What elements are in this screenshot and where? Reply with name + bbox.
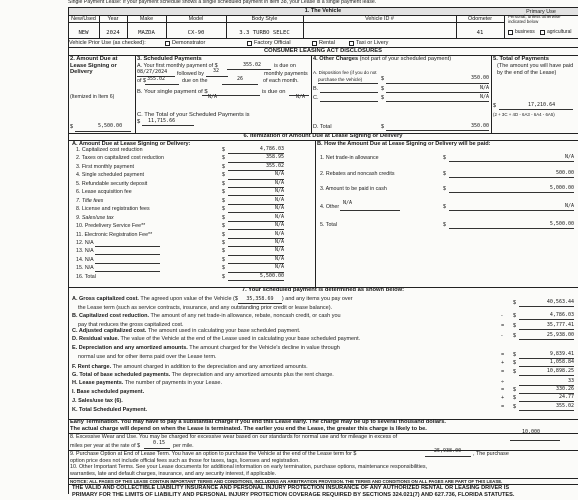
dollar-sign: $ bbox=[443, 186, 446, 192]
row-k-line bbox=[72, 407, 147, 413]
sp-a-text7: of each month. bbox=[263, 78, 299, 84]
operator-sign: = bbox=[501, 387, 505, 393]
payment-method-label: 1. Net trade-in allowance bbox=[320, 155, 379, 161]
payment-determination-title: 7. Your scheduled payment is determined as shown below: bbox=[241, 287, 405, 293]
row-h-value: 33 bbox=[567, 378, 574, 384]
blank-line bbox=[95, 263, 160, 264]
row-h-text: H. Lease payments. bbox=[72, 380, 124, 386]
lease-document: Single Payment Lease: If your payment schedule shows a single scheduled payment in item 38, your Lease is a single payment lease. 1. The Vehicle Personal, unless otherwise indicated below business agricultural Vehicle Prior Use (as checked): CONSUMER LEASING ACT DISCLOSURES 2. Amount Due at Lease Signing or Delivery (Itemized in Item 6) $ 5,500.00 3. Scheduled Payments A. Your first monthly payment of $ 355.02 is due on 08/27/2024 followed by 32 monthly payments of $ 355.02 due on the 26 of each month. B. Your single payment of $ N/A is due on N/A C. The Total of your Scheduled Payments is $ 11,715.66 4. Other Charges (not part of your scheduled payment) A. Disposition fee (if you do not purchase the Vehicle) $ 350.00 B. $ N/A C. $ N/A D. Total $ 350.00 5. Total of Payments (The amount you will have paid by the end of the Lease) $ 17,210.64 (2 + 3C + 4D - 6A3 - 6A4 - 6A5) 6. Itemization of Amount Due at Lease Signing or Delivery A. Amount Due at Lease Signing or Delivery: B. How the Amount Due at Lease Signing or Delivery will be paid: 7. Your scheduled payment is determined as shown below: Early Termination. You may have to pay a substantial charge if you end this Lease early. The charge may be up to several thousand dollars. The actual charge will depend on when the Lease is terminated. The earlier you end the Lease, the greater this charge is likely to be. 8. Excessive Wear and Use. You may be charged for excessive wear based on our standards for normal use and for mileage in excess of 10,000 miles per year at the rate of $ 0.15 per mile. 9. Purchase Option at End of Lease Term. You have an option to purchase the Vehicle at the end of the Lease term for $ 25,938.00 , The purchase option price does not include official fees such as those for taxes, tags, licenses and registration. 10. Other Important Terms. See your Lease documents for additional information on early termination, purchase options, maintenance responsibilities, warranties, late and default charges, insurance, and any security interest, if applicable. NOTICE: ALL PAGES OF THIS LEASE CONTAIN IMPORTANT TERMS AND CONDITIONS, INCLUDING AN ARBITRATION PROVISION. THE TERMS AND CONDITIONS ON ALL PAGES ARE PART OF THIS LEASE. THE VALID AND COLLECTIBLE LIABILITY INSURANCE AND PERSONAL INJURY PROTECTION INSURANCE OF ANY AUTHORIZED RENTAL OR LEASING DRIVER IS PRIMARY FOR THE LIMITS OF LIABILITY AND PERSONAL INJURY PROTECTION COVERAGE REQUIRED BY SECTIONS 324.021(7) AND 627.736, FLORIDA STATUTES. New/Used NEW Year 2024 Make MAZDA Model CX-90 Body Style 3.3 TURBO SELEC Vehicle ID # Odometer 41 Primary Use Demonstrator Factory Official Rental Taxi or Livery 1. Capitalized cost reduction $ 4,786.03 2. Taxes on capitalized cost reduction $ 358.95 3. First monthly payment $ 355.02 4. Single scheduled payment $ N/A 5. Refundable security deposit $ N/A 6. Lease acquisition fee $ N/A 7. Title fees $ N/A 8. License and registration fees $ N/A 9. Sales/use tax $ N/A 10. Predelivery Service Fee** $ N/A 11. Electronic Registration Fee** $ N/A 12. N/A $ N/A 13. N/A $ N/A 14. N/A $ N/A 15. N/A $ N/A 16. Total $ 5,500.00 1. Net trade-in allowance $ N/A 2. Rebates and noncash credits $ 500.00 3. Amount to be paid in cash $ 5,000.00 4. Other N/A $ N/A 5. Total $ 5,500.00 A. Gross capitalized cost. The agreed upon value of the Vehicle ($ 35,358.69 ) and any items you pay over the Lease term (such as service contracts, insurance, and any outstanding prior credit or lease balance). $ 40,563.44 B. Capitalized cost reduction. The amount of any net trade-in allowance, rebate, noncash credit, or cash you pay that reduces the gross capitalized cost. - $ 4,786.03 C. Adjusted capitalized cost. The amount used in calculating your base scheduled payment. = $ 35,777.41 D. Residual value. The value of the Vehicle at the end of the Lease used in calculating your base scheduled payment. - $ 25,938.00 E. Depreciation and any amortized amounts. The amount charged for the Vehicle's decline in value through normal use and for other items paid over the Lease term. = $ 9,839.41 F. Rent charge. The amount charged in addition to the depreciation and any amortized amounts. + $ 1,058.84 G. Total of base scheduled payments. The depreciation and any amortized amounts plus the rent charge. = $ 10,898.25 H. Lease payments. The number of payments in your Lease. ÷ 33 I. Base scheduled payment. = $ 330.26 J. Sales/use tax (6). + $ 24.77 K. Total Scheduled Payment. = $ 355.02 bbox=[0, 0, 578, 500]
other-total-label: D. Total bbox=[313, 124, 332, 130]
other-c-label: C. bbox=[313, 95, 319, 101]
value-underline bbox=[449, 210, 574, 211]
operator-sign: + bbox=[501, 360, 505, 366]
operator-sign: + bbox=[501, 395, 505, 401]
payment-method-title: B. How the Amount Due at Lease Signing or Delivery will be paid: bbox=[317, 140, 491, 147]
amount-due-item-value: N/A bbox=[274, 230, 284, 237]
value-underline bbox=[228, 280, 284, 281]
row-h-text: The number of payments in your Lease. bbox=[124, 380, 223, 386]
payment-method-value: N/A bbox=[564, 154, 574, 160]
amount-due-item-label: 1. Capitalized cost reduction bbox=[76, 147, 143, 153]
factory-official-label: Factory Official bbox=[254, 40, 291, 46]
amount-due-item-value: N/A bbox=[274, 222, 284, 229]
first-payment-value: 355.02 bbox=[243, 61, 262, 68]
row-b-text: pay that reduces the gross capitalized cost. bbox=[78, 321, 184, 328]
operator-sign: = bbox=[501, 404, 505, 410]
amount-due-item-label: 7. Title fees bbox=[76, 197, 104, 204]
amount-due-item-label: 12. N/A bbox=[76, 239, 94, 246]
agreed-vehicle-value: 35,358.69 bbox=[238, 297, 282, 304]
agricultural-label: agricultural bbox=[547, 29, 572, 35]
dollar-sign: $ bbox=[443, 204, 446, 210]
year-header: Year bbox=[107, 15, 119, 22]
model-header: Model bbox=[188, 15, 204, 22]
payment-method-label: 2. Rebates and noncash credits bbox=[320, 171, 395, 177]
make-value: MAZDA bbox=[138, 30, 155, 36]
amount-due-item-value: N/A bbox=[274, 188, 284, 195]
other-b-label: B. bbox=[313, 86, 319, 92]
single-payment-value: N/A bbox=[208, 94, 218, 100]
dollar-sign: $ bbox=[222, 239, 225, 246]
value-underline bbox=[449, 177, 574, 178]
blank-line bbox=[95, 271, 160, 272]
row-d-text: D. Residual value. bbox=[72, 336, 120, 342]
col-divider bbox=[166, 15, 167, 39]
row-b-line bbox=[72, 313, 341, 319]
make-header: Make bbox=[139, 15, 154, 22]
amount-due-item-value: N/A bbox=[274, 179, 284, 186]
demonstrator-checkbox[interactable] bbox=[165, 41, 170, 46]
sp-a-text3: followed by bbox=[177, 70, 204, 77]
col-divider bbox=[226, 15, 227, 39]
other-charges-heading: 4. Other Charges bbox=[313, 56, 359, 62]
itemization-title: 6. Itemization of Amount Due at Lease Signing or Delivery bbox=[243, 133, 403, 139]
amount-due-item-label: 14. N/A bbox=[76, 256, 94, 263]
business-checkbox[interactable] bbox=[508, 30, 513, 35]
rental-label: Rental bbox=[319, 40, 335, 46]
purchase-option-line1: 9. Purchase Option at End of Lease Term. You have an option to purchase the Vehicle at the end of the Lease term for $ bbox=[70, 450, 357, 457]
operator-sign: = bbox=[501, 369, 505, 375]
row-d-text: The value of the Vehicle at the end of the Lease used in calculating your base scheduled payment. bbox=[120, 336, 361, 342]
primary-use-note-line2: indicated below bbox=[508, 18, 539, 24]
amount-due-item-value: N/A bbox=[274, 247, 284, 254]
amount-due-item-label: 13. N/A bbox=[76, 248, 94, 255]
body-style-header: Body Style bbox=[251, 15, 278, 22]
dollar-sign: $ bbox=[513, 395, 517, 401]
col-divider bbox=[504, 15, 505, 39]
row-a-line bbox=[72, 296, 353, 304]
row-a-value: 40,563.44 bbox=[546, 299, 574, 305]
operator-sign: - bbox=[501, 313, 503, 319]
amount-due-item-value: 4,786.03 bbox=[259, 146, 284, 152]
row-g-value: 10,898.25 bbox=[546, 368, 574, 374]
sp-a-text1: A. Your first monthly payment of $ bbox=[137, 63, 218, 69]
total-of-payments-sub: (The amount you will have paid by the end of the Lease) bbox=[497, 63, 574, 76]
sp-a-text4: monthly payments bbox=[264, 70, 308, 77]
dollar-sign: $ bbox=[222, 147, 225, 153]
row-a-line bbox=[78, 305, 332, 311]
primary-use-note bbox=[508, 15, 560, 25]
row-a-text: the Lease term (such as service contracts, insurance, and any outstanding prior credit or lease balance). bbox=[78, 304, 333, 311]
row-g-text: The depreciation and any amortized amounts plus the rent charge. bbox=[171, 372, 334, 378]
amount-due-item-label: 3. First monthly payment bbox=[76, 163, 134, 170]
excess-wear-line1: 8. Excessive Wear and Use. You may be charged for excessive wear based on our standards for normal use and for mileage in excess of bbox=[70, 434, 398, 440]
early-termination-line1: Early Termination. You may have to pay a substantial charge if you end this Lease early. The charge may be up to several thousand dollars. bbox=[70, 419, 447, 425]
dollar-sign: $ bbox=[513, 387, 517, 393]
amount-due-item-label: 2. Taxes on capitalized cost reduction bbox=[76, 155, 164, 162]
value-underline bbox=[449, 161, 574, 162]
purchase-option-line2: option price does not include official fees such as those for taxes, tags, licenses and registration. bbox=[70, 457, 300, 464]
primary-use-header: Primary Use bbox=[526, 8, 556, 15]
row-d-value: 25,938.00 bbox=[546, 332, 574, 338]
payment-count: 32 bbox=[213, 68, 220, 74]
row-g-text: G. Total of base scheduled payments. bbox=[72, 372, 171, 378]
total-of-payments-value: 17,210.64 bbox=[528, 102, 556, 108]
other-charges-title bbox=[313, 56, 451, 62]
dollar-sign: $ bbox=[513, 333, 517, 339]
dollar-sign: $ bbox=[443, 222, 446, 228]
other-terms-line1: 10. Other Important Terms. See your Lease documents for additional information on early termination, purchase options, maintenance responsibilities, bbox=[70, 464, 428, 470]
row-g-line bbox=[72, 372, 334, 378]
value-underline bbox=[449, 228, 574, 229]
amount-due-item-label: 5. Refundable security deposit bbox=[76, 180, 148, 187]
row-a-text: ) and any items you pay over bbox=[281, 296, 353, 302]
dollar-sign: $ bbox=[513, 404, 517, 410]
amount-due-item-label: 15. N/A bbox=[76, 265, 94, 272]
scheduled-payments-title: 3. Scheduled Payments bbox=[137, 56, 202, 62]
sp-a-text6: due on the bbox=[182, 78, 208, 84]
row-i-value: 330.26 bbox=[555, 386, 574, 392]
row-e-text: normal use and for other items paid over the Lease term. bbox=[78, 353, 217, 360]
sp-b-text1: B. Your single payment of $ bbox=[137, 89, 208, 95]
payment-method-label: 4. Other bbox=[320, 204, 340, 210]
other-description: N/A bbox=[343, 200, 353, 206]
business-label: business bbox=[515, 29, 535, 35]
col-divider bbox=[99, 15, 100, 39]
row-b-value: 4,786.03 bbox=[549, 312, 574, 318]
disposition-fee-value: 350.00 bbox=[470, 75, 489, 81]
row-b-text: The amount of any net trade-in allowance, rebate, noncash credit, or cash you bbox=[150, 313, 341, 319]
blank-line bbox=[95, 254, 160, 255]
dollar-sign: $ bbox=[222, 231, 225, 238]
amount-due-note: (Itemized in Item 6) bbox=[70, 94, 115, 100]
amount-due-title: 2. Amount Due at Lease Signing or Delivery bbox=[70, 56, 118, 76]
rental-checkbox[interactable] bbox=[312, 41, 317, 46]
row-a-text: The agreed upon value of the Vehicle ($ bbox=[140, 296, 238, 302]
row-c-text: C. Adjusted capitalized cost. bbox=[72, 328, 147, 334]
blank-line bbox=[340, 210, 400, 211]
dollar-sign: $ bbox=[513, 360, 517, 366]
vehicle-section-title: 1. The Vehicle bbox=[68, 8, 578, 15]
dollar-sign: $ bbox=[222, 206, 225, 213]
operator-sign: = bbox=[501, 352, 505, 358]
agricultural-checkbox[interactable] bbox=[540, 30, 545, 35]
amount-due-item-value: N/A bbox=[274, 264, 284, 271]
dollar-sign: $ bbox=[222, 265, 225, 272]
model-value: CX-90 bbox=[187, 30, 205, 36]
single-payment-note: Single Payment Lease: If your payment schedule shows a single scheduled payment in item 38, your Lease is a single payment lease. bbox=[68, 0, 377, 5]
row-j-text: J. Sales/use tax (6). bbox=[72, 398, 123, 404]
col-divider bbox=[303, 15, 304, 39]
row-i-text: I. Base scheduled payment. bbox=[72, 389, 145, 395]
amount-due-item-value: N/A bbox=[274, 255, 284, 262]
amount-due-item-label: 8. License and registration fees bbox=[76, 206, 150, 213]
row-k-value: 355.02 bbox=[555, 403, 574, 409]
row-k-text: K. Total Scheduled Payment. bbox=[72, 407, 148, 413]
amount-due-itemized-title: A. Amount Due at Lease Signing or Delivery: bbox=[72, 140, 191, 147]
excess-miles-value: 10,000 bbox=[522, 429, 541, 435]
dollar-sign: $ bbox=[513, 352, 517, 358]
payment-method-value: N/A bbox=[564, 203, 574, 209]
factory-official-checkbox[interactable] bbox=[247, 41, 252, 46]
value-underline bbox=[519, 339, 574, 340]
amount-due-value: 5,500.00 bbox=[98, 123, 123, 129]
row-h-line bbox=[72, 380, 222, 386]
operator-sign: ÷ bbox=[501, 379, 505, 385]
amount-due-item-value: N/A bbox=[274, 196, 284, 203]
payment-day: 26 bbox=[237, 76, 244, 82]
excess-wear-line2a: miles per year at the rate of $ bbox=[70, 443, 141, 449]
row-e-value: 9,839.41 bbox=[549, 351, 574, 357]
sp-b-text2: is due on bbox=[262, 89, 286, 95]
dollar-sign: $ bbox=[222, 248, 225, 255]
total-of-payments-title: 5. Total of Payments bbox=[493, 56, 549, 62]
row-c-value: 35,777.41 bbox=[546, 322, 574, 328]
other-b-value: N/A bbox=[479, 85, 489, 91]
col-divider bbox=[456, 15, 457, 39]
dollar-sign: $ bbox=[513, 300, 517, 306]
dollar-sign: $ bbox=[222, 172, 225, 179]
purchase-option-price: 25,938.00 bbox=[434, 448, 462, 454]
primary-use-note-line1: Personal, unless otherwise bbox=[508, 14, 561, 19]
dollar-sign: $ bbox=[443, 171, 446, 177]
amount-due-item-label: 16. Total bbox=[76, 273, 96, 280]
amount-due-item-label: 6. Lease acquisition fee bbox=[76, 189, 132, 196]
payment-method-label: 3. Amount to be paid in cash bbox=[320, 186, 387, 192]
row-j-line bbox=[72, 398, 123, 404]
dollar-sign: $ bbox=[513, 369, 517, 375]
row-c-line bbox=[72, 328, 300, 334]
first-payment-date: 08/27/2024 bbox=[137, 69, 168, 75]
new-used-value: NEW bbox=[78, 30, 89, 36]
sp-c-text: C. The Total of your Scheduled Payments is bbox=[137, 112, 250, 118]
row-d-line bbox=[72, 336, 360, 342]
value-underline bbox=[449, 192, 574, 193]
taxi-livery-label: Taxi or Livery bbox=[356, 40, 389, 46]
other-total-value: 350.00 bbox=[470, 123, 489, 129]
sp-a-text5: of $ bbox=[137, 78, 146, 84]
dollar-sign: $ bbox=[443, 155, 446, 161]
row-i-line bbox=[72, 389, 144, 395]
insurance-footer-line1: THE VALID AND COLLECTIBLE LIABILITY INSURANCE AND PERSONAL INJURY PROTECTION INSURANCE OF ANY AUTHORIZED RENTAL OR LEASING DRIVER IS bbox=[72, 485, 510, 491]
dollar-sign: $ bbox=[222, 256, 225, 263]
row-c-text: The amount used in calculating your base scheduled payment. bbox=[147, 328, 301, 334]
dollar-sign: $ bbox=[222, 214, 225, 221]
dollar-sign: $ bbox=[513, 313, 517, 319]
dollar-sign: $ bbox=[222, 197, 225, 204]
value-underline bbox=[519, 329, 574, 330]
disposition-fee-label2: purchase the Vehicle) bbox=[318, 76, 363, 82]
payment-method-value: 5,500.00 bbox=[549, 221, 574, 227]
row-a-text: A. Gross capitalized cost. bbox=[72, 296, 139, 302]
arbitration-notice: NOTICE: ALL PAGES OF THIS LEASE CONTAIN IMPORTANT TERMS AND CONDITIONS, INCLUDING AN ARBITRATION PROVISION. THE TERMS AND CONDITIONS ON ALL PAGES ARE PART OF THIS LEASE. bbox=[70, 478, 503, 484]
odometer-header: Odometer bbox=[468, 15, 492, 22]
row-f-text: The amount charged in addition to the depreciation and any amortized amounts. bbox=[112, 364, 308, 370]
value-underline bbox=[519, 306, 574, 307]
single-payment-date: N/A bbox=[296, 94, 306, 100]
operator-sign: - bbox=[501, 333, 503, 339]
other-charges-sub: (not part of your scheduled payment) bbox=[359, 56, 452, 62]
dollar-sign: $ bbox=[513, 323, 517, 329]
value-underline bbox=[519, 375, 574, 376]
row-b-text: B. Capitalized cost reduction. bbox=[72, 313, 150, 319]
row-e-text: E. Depreciation and any amortized amounts. bbox=[72, 345, 188, 351]
row-f-text: F. Rent charge. bbox=[72, 364, 112, 370]
demonstrator-label: Demonstrator bbox=[172, 40, 206, 46]
sp-a-text2: is due on bbox=[274, 63, 296, 69]
excess-rate-value: 0.15 bbox=[153, 440, 166, 446]
dollar-sign: $ bbox=[222, 155, 225, 162]
year-value: 2024 bbox=[106, 30, 120, 36]
operator-sign: = bbox=[501, 323, 505, 329]
excess-wear-line2b: per mile. bbox=[173, 443, 194, 449]
purchase-option-line1b: , The purchase bbox=[473, 450, 509, 457]
row-f-value: 1,058.84 bbox=[549, 359, 574, 365]
amount-due-item-label: 11. Electronic Registration Fee** bbox=[76, 231, 153, 238]
body-style-value: 3.3 TURBO SELEC bbox=[239, 30, 290, 36]
insurance-footer-line2: PRIMARY FOR THE LIMITS OF LIABILITY AND PERSONAL INJURY PROTECTION COVERAGE REQUIRED BY SECTIONS 324.021(7) AND 627.736, FLORIDA STATUTES. bbox=[72, 492, 515, 498]
consumer-leasing-title: CONSUMER LEASING ACT DISCLOSURES bbox=[264, 47, 382, 54]
amount-due-item-value: N/A bbox=[274, 213, 284, 220]
payment-method-label: 5. Total bbox=[320, 222, 337, 228]
amount-due-item-value: N/A bbox=[274, 238, 284, 245]
amount-due-item-label: 9. Sales/use tax bbox=[76, 214, 114, 221]
amount-due-item-value: N/A bbox=[274, 171, 284, 178]
taxi-livery-checkbox[interactable] bbox=[349, 41, 354, 46]
amount-due-item-value: 358.95 bbox=[265, 154, 284, 161]
value-underline bbox=[519, 410, 574, 411]
total-of-payments-formula: (2 + 3C + 4D - 6A3 - 6A4 - 6A5) bbox=[493, 112, 555, 117]
dollar-sign: $ bbox=[222, 180, 225, 187]
row-e-line bbox=[72, 345, 340, 351]
row-f-line bbox=[72, 364, 308, 370]
amount-due-item-label: 10. Predelivery Service Fee** bbox=[76, 223, 146, 230]
new-used-header: New/Used bbox=[71, 15, 96, 22]
blank-line bbox=[95, 246, 160, 247]
amount-due-item-value: 355.02 bbox=[265, 162, 284, 169]
early-termination-line2: The actual charge will depend on when the Lease is terminated. The earlier you end the Lease, the greater this charge is likely to be. bbox=[70, 426, 427, 432]
payment-method-value: 500.00 bbox=[555, 170, 574, 176]
prior-use-label: Vehicle Prior Use (as checked): bbox=[69, 40, 146, 46]
dollar-sign: $ bbox=[222, 189, 225, 196]
odometer-value: 41 bbox=[476, 30, 484, 36]
dollar-sign: $ bbox=[222, 223, 225, 230]
amount-due-item-value: 5,500.00 bbox=[259, 272, 284, 279]
row-e-text: The amount charged for the Vehicle's decline in value through bbox=[189, 345, 340, 351]
dollar-sign: $ bbox=[222, 273, 225, 280]
disposition-fee-label: A. Disposition fee (if you do not bbox=[313, 70, 377, 75]
row-b-line bbox=[78, 322, 183, 328]
other-terms-line2: warranties, late and default charges, insurance, and any security interest, if applicable. bbox=[70, 471, 277, 477]
total-scheduled-payments: 11,715.66 bbox=[148, 118, 176, 124]
amount-due-item-value: N/A bbox=[274, 205, 284, 212]
dollar-sign: $ bbox=[222, 163, 225, 170]
payment-method-value: 5,000.00 bbox=[549, 185, 574, 191]
other-c-value: N/A bbox=[479, 94, 489, 100]
monthly-payment-value: 355.02 bbox=[147, 76, 166, 82]
row-e-line bbox=[78, 354, 217, 360]
amount-due-item-label: 4. Single scheduled payment bbox=[76, 172, 145, 179]
value-underline bbox=[519, 319, 574, 320]
col-divider bbox=[127, 15, 128, 39]
vehicle-id-header: Vehicle ID # bbox=[365, 15, 394, 22]
row-j-value: 24.77 bbox=[558, 394, 574, 400]
